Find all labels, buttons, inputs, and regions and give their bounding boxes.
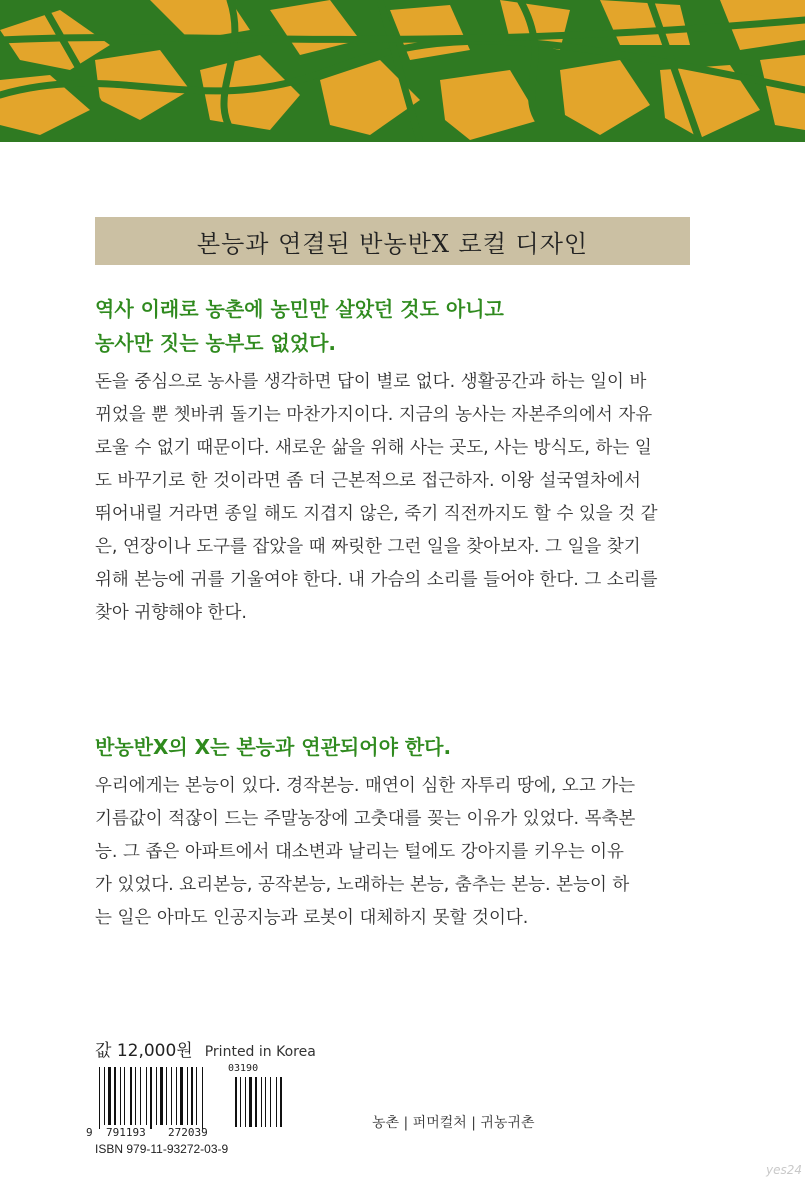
body-line: 은, 연장이나 도구를 잡았을 때 짜릿한 그런 일을 찾아보자. 그 일을 찾기 <box>95 537 641 557</box>
barcode-addon-bar <box>261 1077 262 1127</box>
section-2-headline: 반농반X의 X는 본능과 연관되어야 한다. <box>95 735 452 759</box>
barcode-bar <box>202 1067 203 1129</box>
barcode-bar <box>130 1067 132 1125</box>
body-line: 찾아 귀향해야 한다. <box>95 603 247 623</box>
barcode-addon-bar <box>245 1077 246 1127</box>
price-line <box>95 1036 316 1061</box>
barcode-bar <box>191 1067 193 1125</box>
barcode-addon-bar <box>249 1077 252 1127</box>
barcode-bar <box>140 1067 141 1125</box>
barcode-bar <box>120 1067 121 1125</box>
barcode-bar <box>150 1067 152 1129</box>
body-line: 돈을 중심으로 농사를 생각하면 답이 별로 없다. 생활공간과 하는 일이 바 <box>95 372 647 392</box>
ean-first-digit: 9 <box>86 1126 93 1139</box>
barcode-bar <box>135 1067 136 1125</box>
body-line: 우리에게는 본능이 있다. 경작본능. 매연이 심한 자투리 땅에, 오고 가는 <box>95 776 636 796</box>
printed-in: Printed in Korea <box>204 1044 316 1060</box>
barcode-bar <box>180 1067 183 1125</box>
headline-line: 역사 이래로 농촌에 농민만 살았던 것도 아니고 <box>95 297 504 321</box>
barcode-bar <box>160 1067 163 1125</box>
body-line: 는 일은 아마도 인공지능과 로봇이 대체하지 못할 것이다. <box>95 908 529 928</box>
barcode-bar <box>156 1067 157 1125</box>
barcode-addon-bar <box>240 1077 241 1127</box>
barcode-addon-bar <box>270 1077 271 1127</box>
section-1-body <box>95 366 695 630</box>
barcode-bar <box>187 1067 188 1125</box>
barcode-addon-bar <box>255 1077 257 1127</box>
barcode-bar <box>196 1067 197 1125</box>
body-line: 능. 그 좁은 아파트에서 대소변과 날리는 털에도 강아지를 키우는 이유 <box>95 842 624 862</box>
barcode-bar <box>146 1067 147 1125</box>
barcode-bar <box>108 1067 111 1125</box>
section-1-headline <box>95 292 695 360</box>
section-2-body <box>95 770 695 935</box>
banner-title: 본능과 연결된 반농반X 로컬 디자인 <box>196 229 589 258</box>
isbn: ISBN 979-11-93272-03-9 <box>95 1142 229 1156</box>
body-line: 로울 수 없기 때문이다. 새로운 삶을 위해 사는 곳도, 사는 방식도, 하는 일 <box>95 438 652 458</box>
body-line: 기름값이 적잖이 드는 주말농장에 고춧대를 꽂는 이유가 있었다. 목축본 <box>95 809 636 829</box>
barcode-addon-bar <box>235 1077 237 1127</box>
section-1 <box>95 292 695 630</box>
barcode-bar <box>99 1067 100 1129</box>
ean-addon: 03190 <box>228 1063 259 1074</box>
section-2 <box>95 730 695 935</box>
barcode-bar <box>171 1067 172 1125</box>
body-line: 도 바꾸기로 한 것이라면 좀 더 근본적으로 접근하자. 이왕 설국열차에서 <box>95 471 641 491</box>
barcode-bar <box>176 1067 177 1125</box>
barcode-addon-bar <box>276 1077 277 1127</box>
ean-right-digits: 272039 <box>168 1126 208 1139</box>
headline-line: 농사만 짓는 농부도 없었다. <box>95 331 337 355</box>
body-line: 가 있었다. 요리본능, 공작본능, 노래하는 본능, 춤추는 본능. 본능이 하 <box>95 875 630 895</box>
barcode-addon-bar <box>265 1077 266 1127</box>
watermark: yes24 <box>766 1163 803 1177</box>
barcode-bar <box>104 1067 105 1125</box>
body-line: 위해 본능에 귀를 기울여야 한다. 내 가슴의 소리를 들어야 한다. 그 소리를 <box>95 570 658 590</box>
cover-artwork <box>0 0 805 142</box>
publisher-categories: 농촌 | 퍼머컬처 | 귀농귀촌 <box>372 1115 535 1131</box>
barcode-bar <box>166 1067 167 1125</box>
title-banner <box>95 217 690 265</box>
barcode-bar <box>114 1067 116 1125</box>
barcode-addon-bar <box>280 1077 282 1127</box>
body-line: 뀌었을 뿐 쳇바퀴 돌기는 마찬가지이다. 지금의 농사는 자본주의에서 자유 <box>95 405 653 425</box>
body-line: 뛰어내릴 거라면 종일 해도 지겹지 않은, 죽기 직전까지도 할 수 있을 것 같 <box>95 504 658 524</box>
barcode-bar <box>124 1067 125 1125</box>
ean-left-digits: 791193 <box>106 1126 146 1139</box>
tree-branch-art <box>0 0 805 142</box>
price: 값 12,000원 <box>95 1041 193 1061</box>
